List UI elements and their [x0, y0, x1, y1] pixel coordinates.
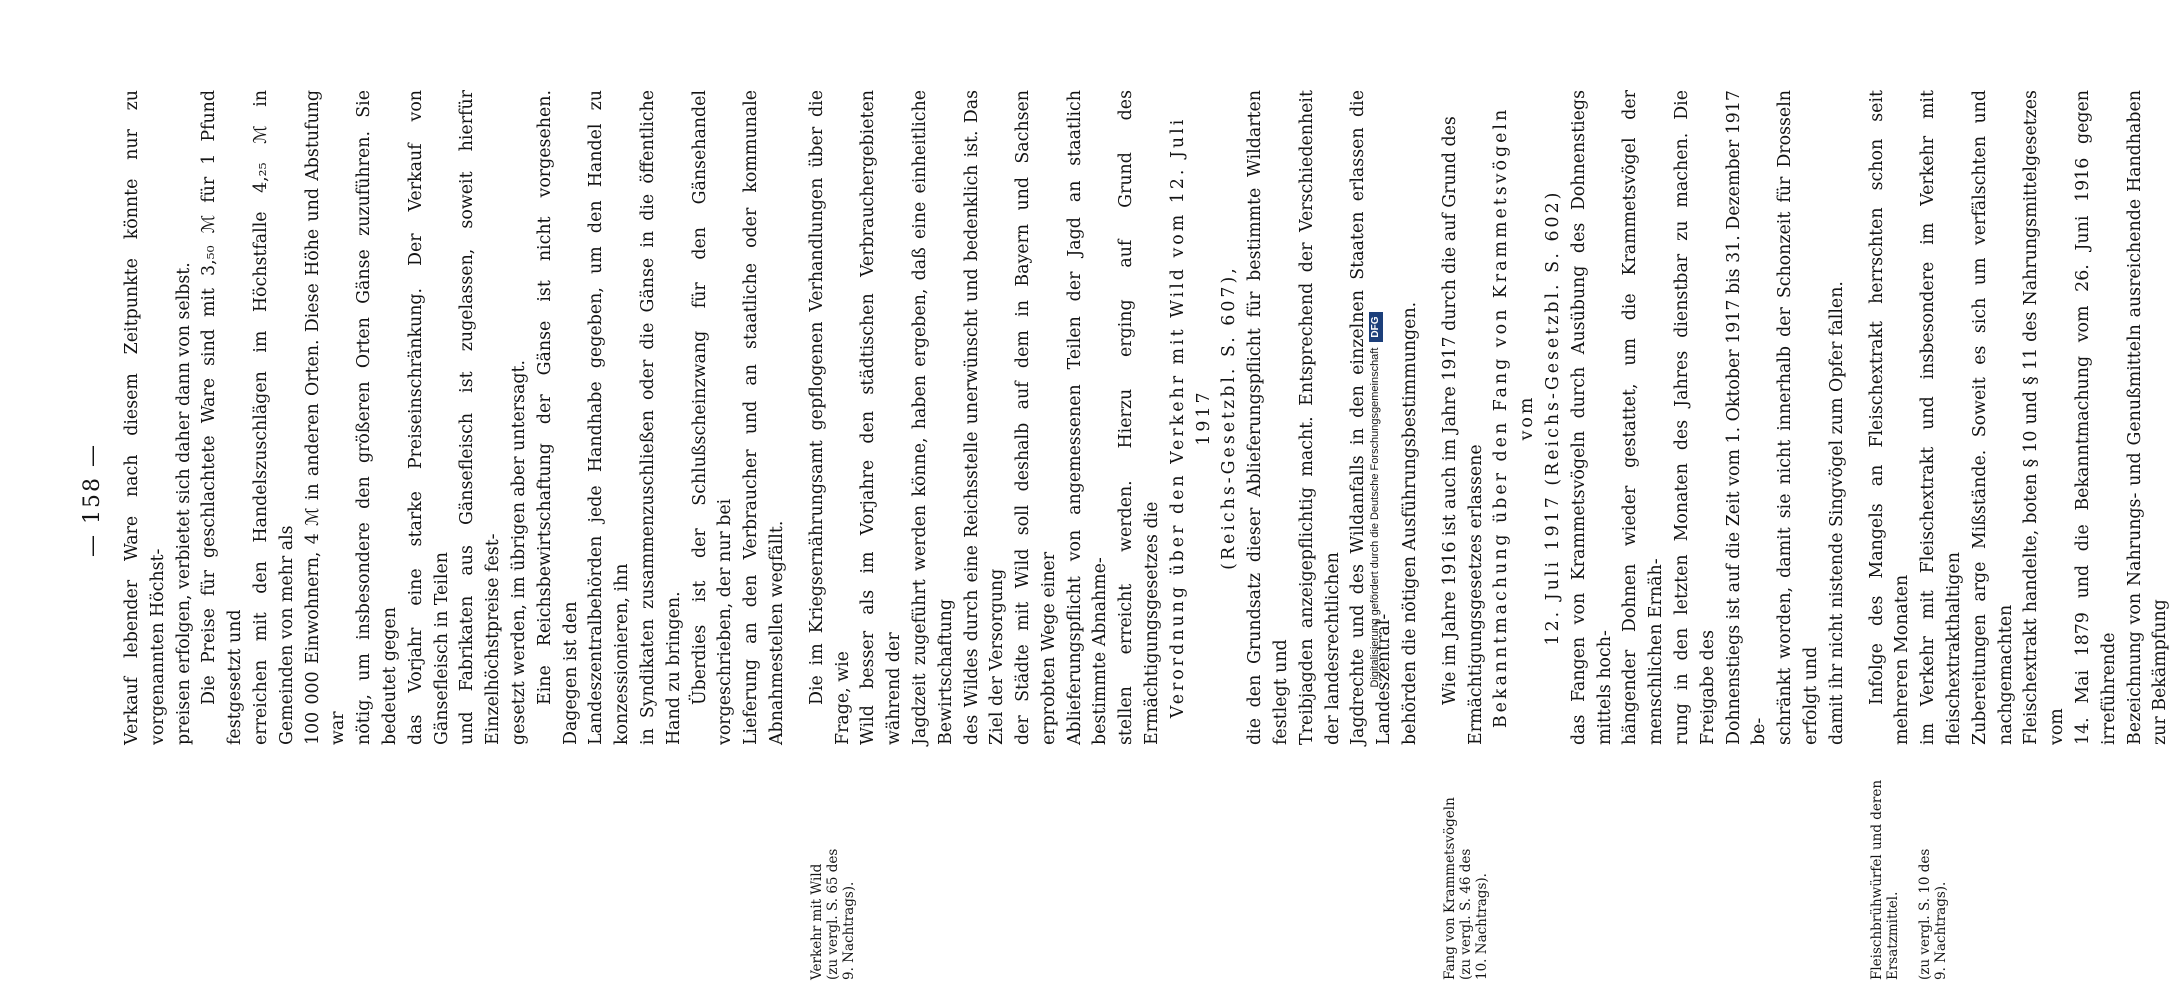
paragraph: Eine Reichsbewirtschaftung der Gänse ist nicht vorgesehen. Dagegen ist den Landeszentralbehörden jede Handhabe gegeben, um den Handel zu konzessionieren, ihn in Syndikaten zusammenzuschließen oder die Gänse in die öffentliche Hand zu bringen. — [534, 90, 684, 745]
paragraph: Die im Kriegsernährungsamt gepflogenen Verhandlungen über die Frage, wie Wild besser als im Vorjahre den städtischen Verbrauchergebieten während der Jagdzeit zugeführt werden könne, haben ergeben, daß eine einheitliche Bewirtschaftung des Wildes durch eine Reichsstelle unerwünscht und bedenklich ist. Das Ziel der Versorgung der Städte mit Wild soll deshalb auf dem in Bayern und Sachsen erprobten Wege einer Ablieferungspflicht von angemessenen Teilen der Jagd an staatlich bestimmte Abnahme- stellen erreicht werden. Hierzu erging auf Grund des Ermächtigungsgesetzes die — [806, 90, 1163, 745]
paragraph: die den Grundsatz dieser Ablieferungspflicht für bestimmte Wildarten festlegt und Treibjagden anzeigepflichtig macht. Entsprechend der Verschiedenheit der landesrechtlichen Jagdrechte und des Wildanfalls in den einzelnen Staaten erlassen die Landeszentral- behörden die nötigen Ausführungsbestimmungen. — [1245, 90, 1421, 745]
digitization-credit — [1368, 0, 1383, 1000]
section-krammetsvoegel — [1438, 90, 1851, 980]
paragraph: Verkauf lebender Ware nach diesem Zeitpunkte könnte nur zu vorgenannten Höchst- preisen erfolgen, verbietet sich daher dann von selbst. — [122, 90, 194, 745]
paragraph: Infolge des Mangels an Fleischextrakt herrschten schon seit mehreren Monaten im Verkehr mit Fleischextrakt und insbesondere im Verkehr mit fleischextrakthaltigen Zubereitungen arge Mißstände. Soweit es sich um verfälschten und nachgemachten Fleischextrakt handelte, boten § 10 und § 11 des Nahrungsmittelgesetzes vom 14. Mai 1879 und die Bekanntmachung vom 26. Juni 1916 gegen irreführende Bezeichnung von Nahrungs- und Genußmitteln ausreichende Handhaben zur Bekämpfung — [1866, 90, 2171, 745]
margin-note: Verkehr mit Wild (zu vergl. S. 65 des 9. Nachtrags). — [808, 848, 857, 980]
section-fleisch — [1865, 90, 2174, 980]
paragraph: das Fangen von Krammetsvögeln durch Ausübung des Dohnenstiegs mittels hoch- hängender Dohnen wieder gestattet, um die Krammetsvögel der menschlichen Ernäh- rung in den letzten Monaten des Jahres dienstbar zu machen. Die Freigabe des Dohnenstiegs ist auf die Zeit vom 1. Oktober 1917 bis 31. Dezember 1917 be- schränkt worden, damit sie nicht innerhalb der Schonzeit für Drosseln erfolgt und damit ihr nicht nistende Singvögel zum Opfer fallen. — [1568, 90, 1847, 745]
section-intro — [120, 90, 791, 745]
margin-note: Fleischbrühwürfel und deren Ersatzmittel. (zu vergl. S. 10 des 9. Nachtrags). — [1868, 779, 1949, 980]
paragraph: Überdies ist der Schlußscheinzwang für den Gänsehandel vorgeschrieben, der nur bei Lieferung an den Verbraucher und an staatliche oder kommunale Abnahmestellen wegfällt. — [689, 90, 787, 745]
ordinance-title: Verordnung über den Verkehr mit Wild vom 12. Juli 1917 (Reichs-Gesetzbl. S. 607), — [1167, 116, 1240, 719]
section-wild — [805, 90, 1424, 980]
paragraph: Wie im Jahre 1916 ist auch im Jahre 1917 durch die auf Grund des Ermächtigungsgesetzes erlassene — [1439, 116, 1486, 745]
credit-text: Digitalisierung gefördert durch die Deutsche Forschungsgemeinschaft — [1369, 347, 1381, 688]
paragraph: Die Preise für geschlachtete Ware sind mit 3,₅₀ ℳ für 1 Pfund festgesetzt und erreichen mit den Handelszuschlägen im Höchstfalle 4,₂₅ ℳ in Gemeinden von mehr als 100 000 Einwohnern, 4 ℳ in anderen Orten. Diese Höhe und Abstufung war nötig, um insbesondere den größeren Orten Gänse zuzuführen. Sie bedeutet gegen das Vorjahr eine starke Preiseinschränkung. Der Verkauf von Gänsefleisch in Teilen und Fabrikaten aus Gänsefleisch ist zugelassen, soweit hierfür Einzelhöchstpreise fest- gesetzt werden, im übrigen aber untersagt. — [199, 90, 529, 745]
document-body — [120, 90, 2174, 980]
dfg-logo: DFG — [1369, 312, 1383, 341]
page-number: — 158 — — [80, 443, 105, 557]
ordinance-title: Bekanntmachung über den Fang von Krammetsvögeln vom 12. Juli 1917 (Reichs-Gesetzbl. S. 602) — [1491, 106, 1564, 729]
margin-note: Fang von Krammetsvögeln (zu vergl. S. 46 des 10. Nachtrags). — [1441, 797, 1490, 980]
